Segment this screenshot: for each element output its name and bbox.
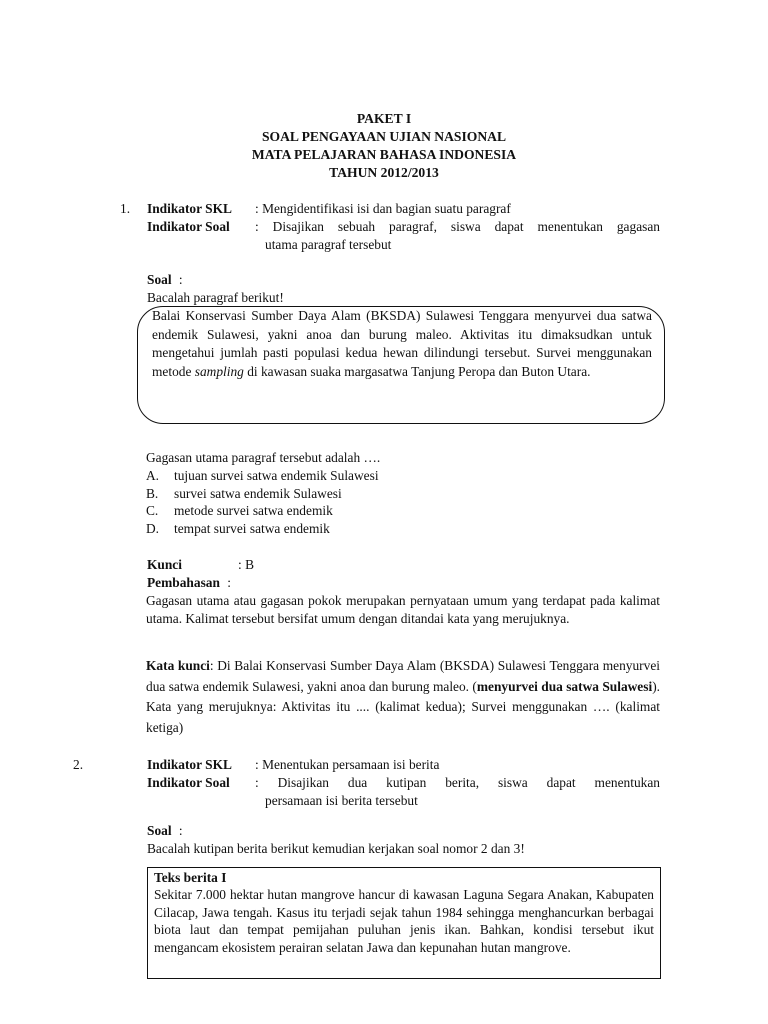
q2-skl-value: : Menentukan persamaan isi berita: [255, 757, 440, 772]
q1-soal-indicator-line2: utama paragraf tersebut: [265, 237, 392, 252]
q1-kata-kunci-bold: menyurvei dua satwa Sulawesi: [476, 678, 653, 694]
q1-option-c-text: metode survei satwa endemik: [174, 503, 333, 518]
q1-option-b-letter: B.: [146, 486, 159, 501]
header-title: SOAL PENGAYAAN UJIAN NASIONAL: [261, 129, 507, 144]
header-year: TAHUN 2012/2013: [329, 165, 439, 180]
q1-soal-indicator-label: Indikator Soal: [147, 219, 230, 234]
q1-option-a-letter: A.: [146, 468, 160, 483]
q1-passage-post: di kawasan suaka margasatwa Tanjung Peropa dan Buton Utara.: [243, 364, 591, 380]
document-header: [0, 110, 768, 182]
q1-soal-colon: :: [178, 272, 183, 287]
q1-soal-label: Soal: [147, 272, 172, 287]
q1-kunci-value: : B: [238, 557, 254, 572]
q1-kata-kunci-label: Kata kunci: [146, 658, 210, 673]
q2-soal-heading: [147, 822, 183, 840]
q2-soal-colon: :: [178, 823, 183, 838]
q1-soal-indicator-line1: : Disajikan sebuah paragraf, siswa dapat menentukan gagasan: [255, 219, 660, 234]
q1-kata-kunci-text2: ). Kata yang merujuknya: Aktivitas itu .... (kalimat kedua); Survei menggunakan …. (kalimat ketiga): [146, 678, 660, 735]
q1-skl-value: : Mengidentifikasi isi dan bagian suatu paragraf: [255, 201, 511, 216]
q1-instruction: Bacalah paragraf berikut!: [147, 290, 284, 305]
q2-instruction: Bacalah kutipan berita berikut kemudian kerjakan soal nomor 2 dan 3!: [147, 841, 525, 856]
q1-skl-label: Indikator SKL: [147, 201, 232, 216]
q1-passage-italic: sampling: [194, 364, 244, 380]
question-1-number: 1.: [120, 201, 131, 216]
question-2-number: 2.: [73, 757, 84, 772]
q1-pembahasan-label: Pembahasan: [147, 575, 220, 590]
q1-question: Gagasan utama paragraf tersebut adalah ….: [146, 450, 381, 465]
q1-option-d-letter: D.: [146, 521, 160, 536]
q2-soal-indicator-line1: : Disajikan dua kutipan berita, siswa dapat menentukan: [255, 775, 660, 790]
q2-soal-indicator-label: Indikator Soal: [147, 775, 230, 790]
q2-news-body: Sekitar 7.000 hektar hutan mangrove hancur di kawasan Laguna Segara Anakan, Kabupaten Cilacap, Jawa tengah. Kasus itu terjadi sejak tahun 1984 sehingga menghancurkan berbagai biota laut dan tempat pemijahan puluhan jenis ikan. Bahkan, kondisi tersebut ikut mengancam ekosistem perairan selatan Jawa dan kepunahan hutan mangrove.: [154, 887, 654, 955]
q1-kata-kunci-text1: : Di Balai Konservasi Sumber Daya Alam (BKSDA) Sulawesi Tenggara menyurvei dua satwa endemik Sulawesi, yakni anoa dan burung maleo. (: [146, 658, 661, 694]
q1-passage: [152, 307, 652, 382]
q1-kata-kunci: [146, 656, 660, 738]
q1-passage-pre: Balai Konservasi Sumber Daya Alam (BKSDA) Sulawesi Tenggara menyurvei dua satwa endemik Sulawesi, yakni anoa dan burung maleo. Aktivitas itu dimaksudkan untuk mengetahui jumlah pasti populasi kedua hewan dilindungi tersebut. Survei menggunakan metode: [152, 308, 652, 380]
q2-news-title: Teks berita I: [154, 870, 227, 885]
q2-soal-label: Soal: [147, 823, 172, 838]
q1-kunci-label: Kunci: [147, 557, 182, 572]
q1-pembahasan-colon: :: [227, 575, 232, 590]
header-subject: MATA PELAJARAN BAHASA INDONESIA: [251, 147, 517, 162]
header-package: PAKET I: [356, 111, 412, 126]
q1-pembahasan-heading: [147, 574, 231, 592]
q1-option-c-letter: C.: [146, 503, 159, 518]
q2-soal-indicator-line2: persamaan isi berita tersebut: [265, 793, 418, 808]
q1-soal-heading: [147, 271, 183, 289]
q1-option-a-text: tujuan survei satwa endemik Sulawesi: [174, 468, 379, 483]
q1-option-b-text: survei satwa endemik Sulawesi: [174, 486, 342, 501]
q2-skl-label: Indikator SKL: [147, 757, 232, 772]
q1-option-d-text: tempat survei satwa endemik: [174, 521, 330, 536]
q1-pembahasan-text: Gagasan utama atau gagasan pokok merupakan pernyataan umum yang terdapat pada kalimat utama. Kalimat tersebut bersifat umum dengan ditandai kata yang merujuknya.: [146, 593, 660, 626]
